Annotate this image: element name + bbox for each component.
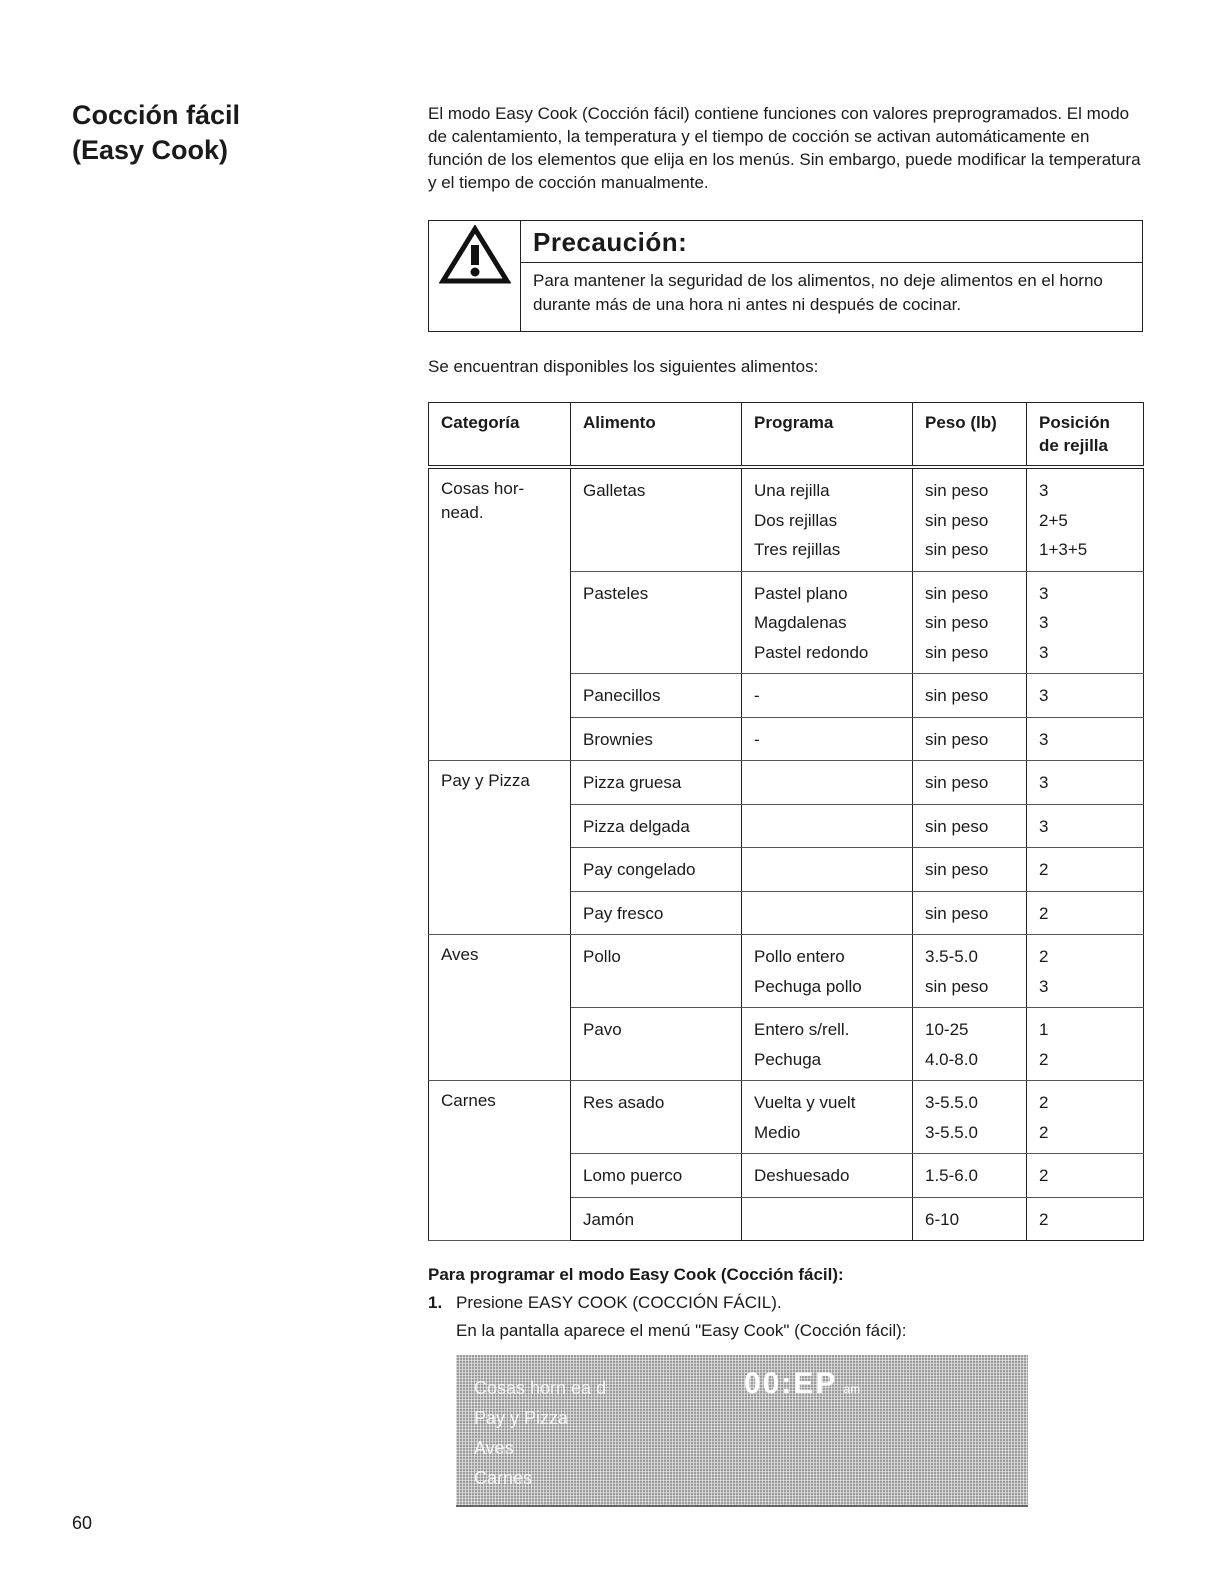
cell-program-line: Vuelta y vuelt [754,1093,856,1112]
cell-program [742,935,913,1008]
cell-weight [913,717,1027,761]
cell-weight-line: sin peso [925,642,989,662]
cell-program-line: Tres rejillas [754,540,841,559]
cell-rack-position [1027,935,1144,1008]
cell-rack-position-line: 2 [1039,1093,1049,1112]
cell-category: Pay y Pizza [429,761,571,935]
cell-program [742,761,913,805]
oven-display-screen [456,1355,1028,1507]
header-food: Alimento [571,403,742,468]
cell-rack-position-line: 2 [1039,1122,1049,1142]
cell-program-line: Pastel plano [754,583,848,603]
cell-rack-position-line: 2 [1039,860,1049,879]
cell-program-line: - [754,686,760,705]
table-row [429,761,1144,805]
display-menu-item: Carnes [474,1468,533,1488]
cell-food: Pizza delgada [571,804,742,848]
cell-rack-position [1027,848,1144,892]
cell-program [742,1197,913,1241]
cell-rack-position-line: 2 [1039,947,1049,966]
cell-rack-position [1027,467,1144,571]
display-menu-item: Pay y Pizza [474,1408,569,1428]
table-header-row [429,403,1144,468]
section-title-line1: Cocción fácil [72,100,241,130]
cell-program-line [754,899,900,929]
cell-program-line [754,812,900,842]
cell-food: Pay fresco [571,891,742,935]
intro-paragraph: El modo Easy Cook (Cocción fácil) contiene funciones con valores preprogramados. El modo de calentamiento, la temperatura y el tiempo de cocción se activan automáticamente en función de los elementos que elija en los menús. Sin embargo, puede modificar la temperatura y el tiempo de cocción manualmente. [428,104,1141,192]
cell-rack-position-line: 2 [1039,1049,1049,1069]
cell-rack-position-line: 3 [1039,773,1049,792]
cell-food: Jamón [571,1197,742,1241]
caution-text: Para mantener la seguridad de los alimentos, no deje alimentos en el horno durante más de una hora ni antes ni después de cocinar. [533,271,1103,314]
cell-food: Brownies [571,717,742,761]
header-category: Categoría [429,403,571,468]
display-clock [744,1367,860,1401]
cell-category: Carnes [429,1081,571,1241]
step-number: 1. [428,1293,443,1312]
cell-category: Cosas hor-nead. [429,467,571,761]
available-foods-text: Se encuentran disponibles los siguientes alimentos: [428,357,819,376]
cell-food: Lomo puerco [571,1154,742,1198]
cell-program-line: Dos rejillas [754,510,838,530]
cell-program-line: Una rejilla [754,481,830,500]
cell-program-line [754,855,900,885]
cell-food: Pollo [571,935,742,1008]
cell-food: Pizza gruesa [571,761,742,805]
cell-rack-position [1027,804,1144,848]
cell-weight-line: 10-25 [925,1020,969,1039]
cell-weight-line: 3-5.5.0 [925,1122,978,1142]
header-rack-position: Posición de rejilla [1027,403,1144,468]
cell-rack-position-line: 2 [1039,903,1049,923]
cell-rack-position [1027,1081,1144,1154]
cell-program-line: Pechuga pollo [754,976,862,996]
header-program: Programa [742,403,913,468]
cell-weight-line: 6-10 [925,1209,960,1229]
cell-weight-line: sin peso [925,613,989,632]
cell-food: Panecillos [571,674,742,718]
cell-program-line: Pechuga [754,1049,822,1069]
cell-weight [913,1008,1027,1081]
cell-weight-line: sin peso [925,540,989,559]
cell-rack-position-line: 2 [1039,1166,1049,1185]
page-number: 60 [72,1513,93,1533]
cell-rack-position [1027,761,1144,805]
cell-program [742,1154,913,1198]
cell-rack-position-line: 3 [1039,976,1049,996]
cell-program [742,467,913,571]
section-title-line2: (Easy Cook) [72,135,229,165]
caution-body [521,221,1142,331]
cell-program [742,891,913,935]
cell-rack-position-line: 3 [1039,642,1049,662]
cell-program [742,804,913,848]
step-note: En la pantalla aparece el menú "Easy Cook" (Cocción fácil): [456,1321,907,1340]
cell-weight-line: sin peso [925,510,989,530]
cell-rack-position [1027,891,1144,935]
cell-rack-position-line: 3 [1039,481,1049,500]
cell-rack-position [1027,1154,1144,1198]
cell-rack-position-line: 3 [1039,816,1049,836]
cell-weight-line: 3.5-5.0 [925,947,978,966]
display-clock-suffix: am [843,1382,861,1396]
caution-box [428,220,1143,332]
table-body [429,467,1144,1241]
cell-weight-line: sin peso [925,686,989,705]
cell-program-line: Entero s/rell. [754,1020,850,1039]
cell-program [742,1008,913,1081]
cell-weight [913,674,1027,718]
cell-rack-position-line: 2+5 [1039,510,1068,530]
cell-weight [913,848,1027,892]
cell-weight-line: 4.0-8.0 [925,1049,978,1069]
cell-weight-line: sin peso [925,976,989,996]
caution-title: Precaución: [521,221,1142,263]
cell-weight [913,467,1027,571]
cell-program-line: Deshuesado [754,1166,850,1185]
cell-rack-position-line: 1 [1039,1020,1049,1039]
cell-food: Res asado [571,1081,742,1154]
cell-program-line: - [754,729,760,749]
cell-weight-line: sin peso [925,583,989,603]
cell-rack-position-line: 3 [1039,729,1049,749]
cell-program-line: Medio [754,1122,801,1142]
display-menu [474,1373,606,1493]
cell-weight [913,571,1027,674]
cell-program-line: Pastel redondo [754,642,869,662]
cell-weight-line: sin peso [925,729,989,749]
cell-weight [913,1081,1027,1154]
easy-cook-table [428,402,1144,1241]
programming-title: Para programar el modo Easy Cook (Cocción fácil): [428,1265,844,1284]
cell-rack-position [1027,571,1144,674]
cell-weight [913,804,1027,848]
cell-weight-line: sin peso [925,773,989,792]
cell-program-line: Pollo entero [754,947,845,966]
cell-food: Galletas [571,467,742,571]
cell-program [742,848,913,892]
cell-rack-position [1027,1197,1144,1241]
cell-weight-line: sin peso [925,903,989,923]
cell-program [742,674,913,718]
step-1 [428,1293,1143,1313]
cell-weight-line: sin peso [925,816,989,836]
display-menu-item: Cosas horn ea d [474,1378,607,1398]
cell-program-line: Magdalenas [754,613,847,632]
cell-food: Pay congelado [571,848,742,892]
cell-rack-position-line: 3 [1039,613,1049,632]
cell-food: Pasteles [571,571,742,674]
table-row [429,935,1144,1008]
cell-rack-position-line: 1+3+5 [1039,540,1088,559]
display-clock-value: 00:EP [744,1367,838,1400]
cell-weight-line: sin peso [925,481,989,500]
cell-rack-position-line: 2 [1039,1209,1049,1229]
step-text: Presione EASY COOK (COCCIÓN FÁCIL). [456,1293,782,1312]
table-row [429,467,1144,571]
warning-triangle-icon [429,221,521,331]
cell-program [742,1081,913,1154]
cell-rack-position-line: 3 [1039,583,1049,603]
cell-weight [913,935,1027,1008]
cell-weight [913,891,1027,935]
section-title [72,98,372,168]
cell-program-line [754,1205,900,1235]
cell-program [742,571,913,674]
cell-weight [913,1154,1027,1198]
cell-category: Aves [429,935,571,1081]
cell-program [742,717,913,761]
cell-weight-line: 1.5-6.0 [925,1166,978,1185]
cell-weight-line: sin peso [925,860,989,879]
cell-rack-position [1027,674,1144,718]
table-row [429,1081,1144,1154]
cell-rack-position [1027,1008,1144,1081]
cell-rack-position-line: 3 [1039,686,1049,705]
main-content [428,102,1143,1507]
display-menu-item: Aves [474,1438,514,1458]
cell-program-line [754,768,900,798]
cell-weight [913,1197,1027,1241]
cell-rack-position [1027,717,1144,761]
cell-weight-line: 3-5.5.0 [925,1093,978,1112]
cell-food: Pavo [571,1008,742,1081]
header-weight: Peso (lb) [913,403,1027,468]
cell-weight [913,761,1027,805]
